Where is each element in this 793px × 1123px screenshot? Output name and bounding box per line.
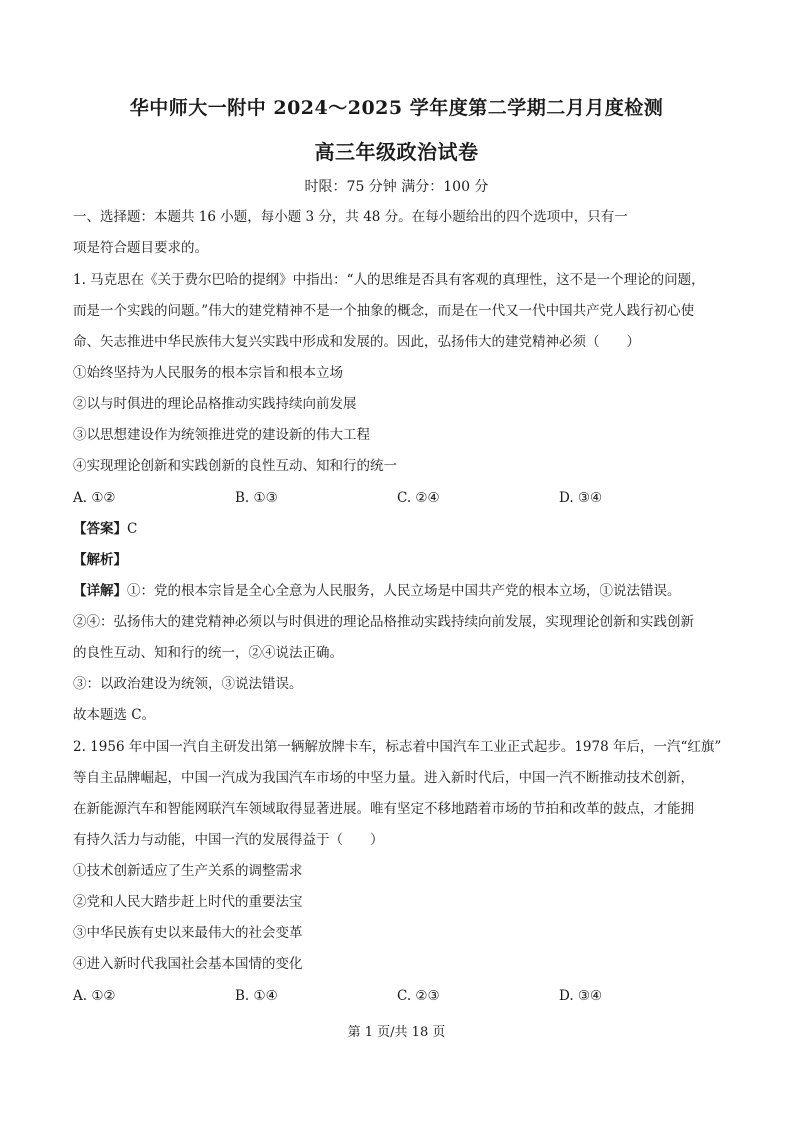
q1-detail-line-5: 故本题选 C。 bbox=[73, 707, 156, 723]
q2-stem-line-3: 在新能源汽车和智能网联汽车领域取得显著进展。唯有坚定不移地踏着市场的节拍和改革的鼓点，才能拥 bbox=[73, 801, 694, 817]
q1-option-c: C. ②④ bbox=[397, 490, 440, 506]
q2-option-a: A. ①② bbox=[73, 988, 116, 1004]
q1-statement-1: ①始终坚持为人民服务的根本宗旨和根本立场 bbox=[73, 365, 343, 381]
q1-option-b: B. ①③ bbox=[235, 490, 278, 506]
q1-detail-line-1 bbox=[73, 581, 733, 601]
q1-statement-2: ②以与时俱进的理论品格推动实践持续向前发展 bbox=[73, 396, 357, 412]
section-instructions-line-1: 一、选择题：本题共 16 小题，每小题 3 分，共 48 分。在每小题给出的四个选项中，只有一 bbox=[73, 209, 628, 225]
q1-analysis-label bbox=[73, 550, 733, 570]
q2-statement-3: ③中华民族有史以来最伟大的社会变革 bbox=[73, 925, 303, 941]
analysis-label: 【解析】 bbox=[73, 552, 127, 568]
exam-title: 华中师大一附中 2024～2025 学年度第二学期二月月度检测 bbox=[129, 97, 664, 119]
q1-options bbox=[73, 488, 733, 508]
exam-subtitle: 高三年级政治试卷 bbox=[314, 140, 479, 164]
answer-label: 【答案】 bbox=[73, 521, 127, 537]
q1-statement-3: ③以思想建设作为统领推进党的建设新的伟大工程 bbox=[73, 427, 370, 443]
q2-stem-line-4: 有持久活力与动能，中国一汽的发展得益于（ ） bbox=[73, 832, 384, 848]
section-instructions-line-2: 项是符合题目要求的。 bbox=[73, 240, 208, 256]
exam-meta: 时限：75 分钟 满分：100 分 bbox=[304, 179, 489, 195]
q2-statement-2: ②党和人民大踏步赶上时代的重要法宝 bbox=[73, 894, 303, 910]
q1-statement-4: ④实现理论创新和实践创新的良性互动、知和行的统一 bbox=[73, 458, 397, 474]
q2-option-c: C. ②③ bbox=[397, 988, 440, 1004]
q1-stem-line-1: 1. 马克思在《关于费尔巴哈的提纲》中指出：“人的思维是否具有客观的真理性，这不是一个理论的问题， bbox=[73, 272, 705, 288]
q1-stem-line-2: 而是一个实践的问题。”伟大的建党精神不是一个抽象的概念，而是在一代又一代中国共产党人践行初心使 bbox=[73, 303, 695, 319]
q1-answer bbox=[73, 519, 733, 539]
detail-text: ①：党的根本宗旨是全心全意为人民服务，人民立场是中国共产党的根本立场，①说法错误。 bbox=[127, 583, 681, 599]
q1-detail-line-4: ③：以政治建设为统领，③说法错误。 bbox=[73, 676, 303, 692]
q1-stem-line-3: 命、矢志推进中华民族伟大复兴实践中形成和发展的。因此，弘扬伟大的建党精神必须（ ） bbox=[73, 334, 640, 350]
q2-statement-4: ④进入新时代我国社会基本国情的变化 bbox=[73, 956, 303, 972]
q1-detail-line-3: 的良性互动、知和行的统一，②④说法正确。 bbox=[73, 645, 343, 661]
q2-stem-line-1: 2. 1956 年中国一汽自主研发出第一辆解放牌卡车，标志着中国汽车工业正式起步。1978 年后，一汽“红旗” bbox=[73, 739, 722, 755]
q2-option-d: D. ③④ bbox=[559, 988, 603, 1004]
answer-value: C bbox=[127, 521, 138, 537]
q2-stem-line-2: 等自主品牌崛起，中国一汽成为我国汽车市场的中坚力量。进入新时代后，中国一汽不断推动技术创新， bbox=[73, 770, 694, 786]
detail-label: 【详解】 bbox=[73, 583, 127, 599]
q1-option-d: D. ③④ bbox=[559, 490, 603, 506]
page-footer: 第 1 页/共 18 页 bbox=[347, 1025, 446, 1040]
q2-options bbox=[73, 986, 733, 1006]
q1-detail-line-2: ②④：弘扬伟大的建党精神必须以与时俱进的理论品格推动实践持续向前发展，实现理论创新和实践创新 bbox=[73, 614, 694, 630]
q2-option-b: B. ①④ bbox=[235, 988, 278, 1004]
q1-option-a: A. ①② bbox=[73, 490, 116, 506]
q2-statement-1: ①技术创新适应了生产关系的调整需求 bbox=[73, 863, 303, 879]
